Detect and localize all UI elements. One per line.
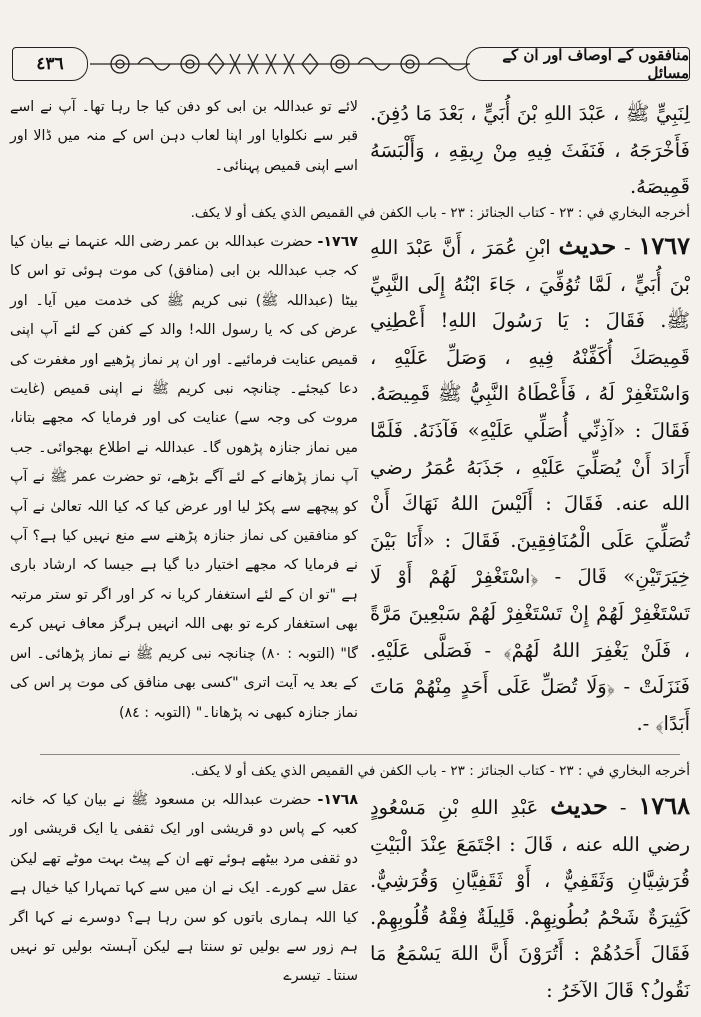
hadith-label: - [616, 236, 631, 259]
chapter-title: منافقوں کے اوصاف اور ان کے مسائل [466, 47, 690, 81]
reference-1: أخرجه البخاري في : ٢٣ - كتاب الجنائز : ٢٣ - باب الكفن في القميص الذي يكف أو لا يكف. [190, 205, 690, 221]
hadith-number: ١٧٦٧ [638, 231, 690, 260]
hadith-label-text: حديث [550, 791, 608, 820]
urdu-hadith-number: ١٧٦٧- [317, 234, 359, 250]
hadith-label-text: حديث [558, 231, 617, 260]
urdu-text: حضرت عبداللہ بن عمر رضی اللہ عنہما نے بیان کیا کہ جب عبداللہ بن ابی (منافق) کی موت ہوئی تو اس کا بیٹا (عبداللہ ﷺ) نبی کریم ﷺ کی خدمت میں آیا۔ اور عرض کی کہ یا رسول اللہ! والد کے کفن کے لئے آپ اپنی قمیص عنایت فرمائیے۔ اور ان پر نماز پڑھیے اور مغفرت کی دعا کیجئے۔ چنانچہ نبی کریم ﷺ نے اپنی قمیص (غایت مروت کی وجہ سے) عنایت کی اور فرمایا کہ مجھے بتانا، میں نماز جنازہ پڑھوں گا۔ عبداللہ نے اطلاع بھجوائی۔ جب آپ نماز پڑھانے کے لئے آگے بڑھے، تو حضرت عمر ﷺ نے آپ کو پیچھے سے پکڑ لیا اور عرض کیا کہ کیا اللہ تعالیٰ نے آپ کو منافقین کی نماز جنازہ پڑھنے سے منع نہیں کیا ہے؟ آپ نے فرمایا کہ مجھے اختیار دیا گیا ہے جیسا کہ ارشاد باری ہے "تو ان کے لئے استغفار کریا نہ کر اور اگر تو ستر مرتبہ بھی استغفار کرے تو بھی اللہ انہیں ہرگز معاف نہیں کرے گا" (التوبہ : ٨٠) چنانچہ نبی کریم ﷺ نے نماز پڑھائی۔ اس کے بعد یہ آیت اتری "کسی بھی منافق کی موت پر اس کی نماز جنازہ کبھی نہ پڑھانا۔" (التوبہ : ٨٤) [10, 234, 358, 721]
hadith-1768-urdu [10, 786, 358, 1008]
arabic-continuation: لِنَبِيٍّ ﷺ ، عَبْدَ اللهِ بْنَ أُبَيٍّ ، بَعْدَ مَا دُفِنَ. فَأَخْرَجَهُ ، فَنَفَثَ فِيهِ مِنْ رِيقِهِ ، وَأَلْبَسَهُ قَمِيصَهُ. [370, 102, 690, 199]
urdu-hadith-number: ١٧٦٨- [317, 792, 358, 808]
hadith-1767-arabic [370, 228, 690, 753]
hadith-number: ١٧٦٨ [638, 791, 690, 820]
ornament-icon [90, 44, 470, 84]
urdu-text: حضرت عبداللہ بن مسعود ﷺ نے بیان کیا کہ خانہ کعبہ کے پاس دو قریشی اور ایک ثقفی یا ایک قریشی اور دو ثقفی مرد بیٹھے ہوئے تھے ان کے پیٹ بہت موٹے تھے لیکن عقل سے کورے۔ ایک نے ان میں سے کہا تمہارا کیا خیال ہے کیا اللہ ہماری باتوں کو سن رہا ہے؟ دوسرے نے کہا اگر ہم زور سے بولیں تو سنتا ہے لیکن آہستہ بولیں تو نہیں سنتا۔ تیسرے [10, 792, 358, 985]
divider [40, 754, 680, 755]
hadith-1767-urdu [10, 228, 358, 753]
page-number: ٤٣٦ [12, 47, 88, 81]
hadith-1768-arabic [370, 788, 690, 1010]
page-header [10, 44, 692, 84]
hadith-text: عَبْدِ اللهِ بْنِ مَسْعُودٍ رضي الله عنه ، قَالَ : اجْتَمَعَ عِنْدَ الْبَيْتِ قُرَشِيَّانِ وَثَقَفِيٌّ ، أَوْ ثَقَفِيَّانِ وَقُرَشِيٌّ. كَثِيرَةٌ شَحْمُ بُطُونِهِمْ. قَلِيلَةٌ فِقْهُ قُلُوبِهِمْ. فَقَالَ أَحَدُهُمْ : أَتُرَوْنَ أَنَّ اللهَ يَسْمَعُ مَا نَقُولُ؟ قَالَ الآخَرُ : [370, 796, 690, 1002]
urdu-continuation: لائے تو عبداللہ بن ابی کو دفن کیا جا رہا تھا۔ آپ نے اسے قبر سے نکلوایا اور اپنا لعاب دہن اس کے منہ میں ڈالا اور اسے اپنی قمیص پہنائی۔ [10, 99, 358, 174]
reference-2: أخرجه البخاري في : ٢٣ - كتاب الجنائز : ٢٣ - باب الكفن في القميص الذي يكف أو لا يكف. [190, 763, 690, 779]
hadith-label: - [607, 796, 627, 819]
hadith-text: ابْنِ عُمَرَ ، أَنَّ عَبْدَ اللهِ بْنَ أُبَيٍّ ، لَمَّا تُوُفِّيَ ، جَاءَ ابْنُهُ إِلَى النَّبِيِّ ﷺ. فَقَالَ : يَا رَسُولَ اللهِ! أَعْطِنِي قَمِيصَكَ أُكَفِّنْهُ فِيهِ ، وَصَلِّ عَلَيْهِ ، وَاسْتَغْفِرْ لَهُ ، فَأَعْطَاهُ النَّبِيُّ ﷺ قَمِيصَهُ. فَقَالَ : «آذِنِّي أُصَلِّي عَلَيْهِ» فَآذَنَهُ. فَلَمَّا أَرَادَ أَنْ يُصَلِّيَ عَلَيْهِ ، جَذَبَهُ عُمَرُ رضي الله عنه. فَقَالَ : أَلَيْسَ اللهُ نَهَاكَ أَنْ تُصَلِّيَ عَلَى الْمُنَافِقِينَ. فَقَالَ : «أَنَا بَيْنَ خِيَرَتَيْنِ» قَالَ - ﴿اسْتَغْفِرْ لَهُمْ أَوْ لَا تَسْتَغْفِرْ لَهُمْ إِنْ تَسْتَغْفِرْ لَهُمْ سَبْعِينَ مَرَّةً ، فَلَنْ يَغْفِرَ اللهُ لَهُمْ﴾ - فَصَلَّى عَلَيْهِ. فَنَزَلَتْ - ﴿وَلَا تُصَلِّ عَلَى أَحَدٍ مِنْهُمْ مَاتَ أَبَدًا﴾ -. [370, 236, 690, 735]
